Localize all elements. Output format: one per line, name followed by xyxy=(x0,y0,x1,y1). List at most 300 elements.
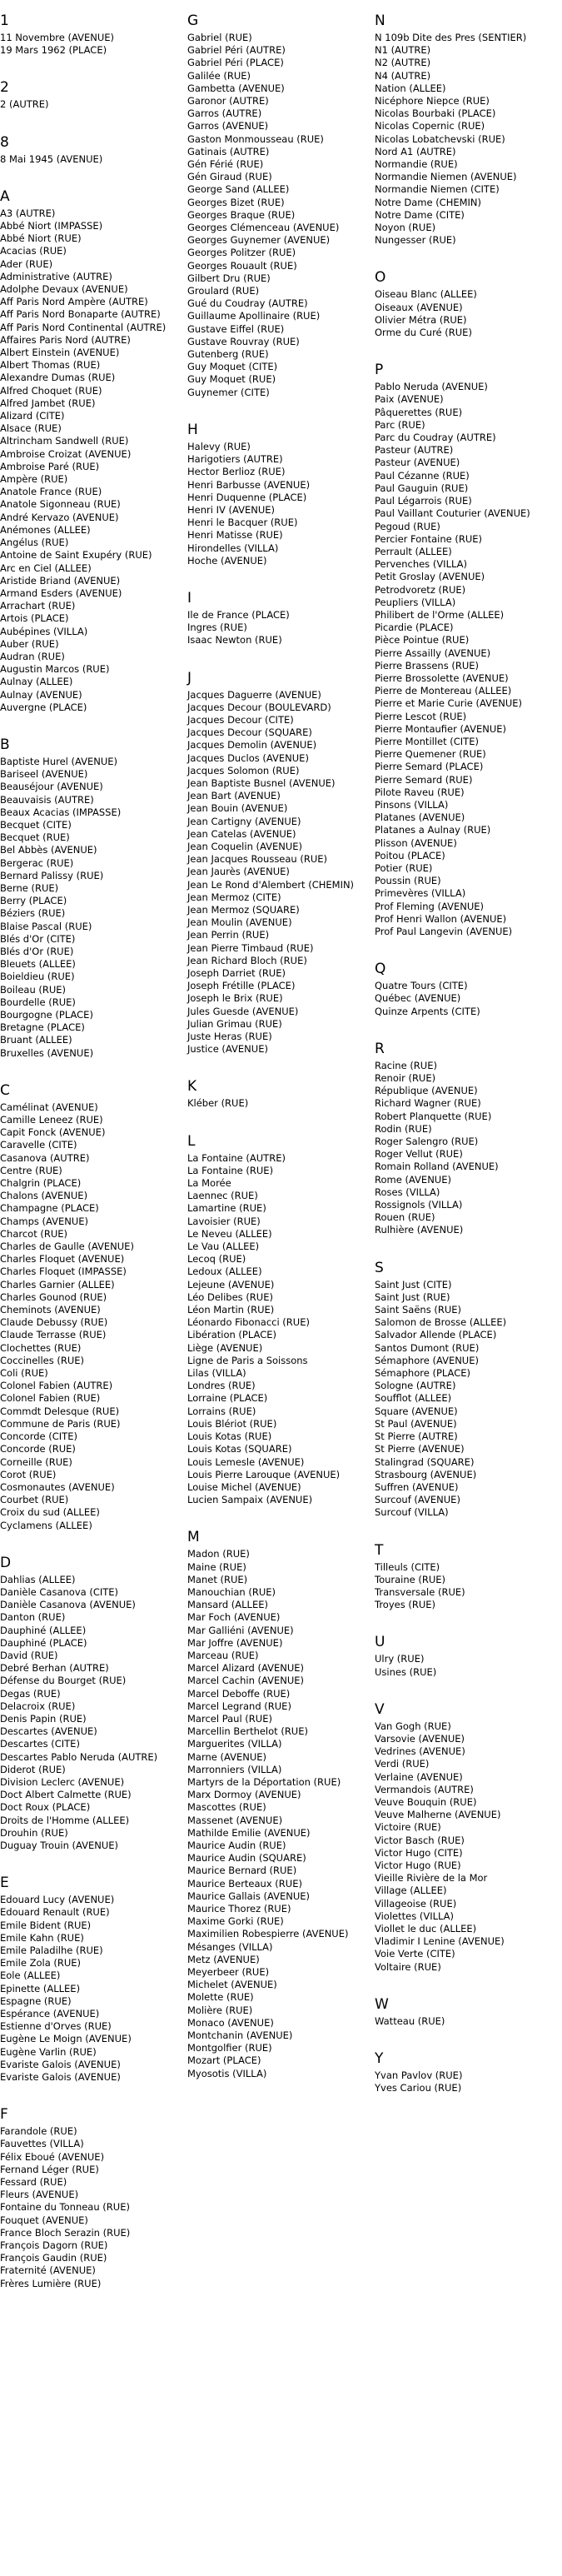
index-section xyxy=(375,1541,562,1612)
street-entry: Marcel Alizard (AVENUE) xyxy=(187,1662,305,1675)
street-entry: Rulhière (AVENUE) xyxy=(375,1224,464,1236)
street-entry: Libération (PLACE) xyxy=(187,1329,276,1341)
street-entry: 2 (AUTRE) xyxy=(0,98,49,111)
street-entry: Liège (AVENUE) xyxy=(187,1341,263,1354)
street-entry: N1 (AUTRE) xyxy=(375,44,431,57)
street-entry: Descartes (AVENUE) xyxy=(0,1725,97,1738)
street-entry: Noyon (RUE) xyxy=(375,222,436,234)
street-entry: Villageoise (RUE) xyxy=(375,1897,457,1910)
street-entry: Fraternité (AVENUE) xyxy=(0,2264,96,2277)
section-letter-heading: J xyxy=(187,669,192,686)
street-entry: A3 (AUTRE) xyxy=(0,207,56,219)
street-entry: Edouard Lucy (AVENUE) xyxy=(0,1894,115,1906)
street-entry: Charles de Gaulle (AVENUE) xyxy=(0,1241,134,1253)
street-entry: Pilote Raveu (RUE) xyxy=(375,786,465,798)
street-entry: Bernard Palissy (RUE) xyxy=(0,869,104,881)
street-entry: Galilée (RUE) xyxy=(187,69,251,82)
street-entry: Peupliers (VILLA) xyxy=(375,596,456,608)
street-entry: Pierre Semard (RUE) xyxy=(375,773,473,786)
street-entry: Aristide Briand (AVENUE) xyxy=(0,574,121,587)
street-entry: Charles Floquet (IMPASSE) xyxy=(0,1266,127,1278)
street-entry: Salomon de Brosse (ALLEE) xyxy=(375,1316,507,1329)
section-letter-heading: Y xyxy=(375,2050,384,2067)
street-entry: Gén Férié (RUE) xyxy=(187,158,264,171)
street-entry: Hector Berlioz (RUE) xyxy=(187,466,286,478)
street-entry: Le Neveu (ALLEE) xyxy=(187,1227,272,1240)
street-entry: Paul Gauguin (RUE) xyxy=(375,482,469,494)
street-entry: Marne (AVENUE) xyxy=(187,1750,267,1763)
street-entry: Georges Clémenceau (AVENUE) xyxy=(187,222,340,234)
section-letter-heading: O xyxy=(375,269,386,287)
street-entry: 11 Novembre (AVENUE) xyxy=(0,32,115,43)
street-entry: St Pierre (AUTRE) xyxy=(375,1430,458,1443)
street-entry: Garonor (AUTRE) xyxy=(187,95,269,107)
section-letter-heading: I xyxy=(187,589,192,607)
street-entry: Ader (RUE) xyxy=(0,257,53,270)
street-entry: Marcel Deboffe (RUE) xyxy=(187,1687,291,1700)
street-entry: Charles Garnier (ALLEE) xyxy=(0,1278,115,1290)
street-entry: Nicéphore Niepce (RUE) xyxy=(375,95,490,107)
street-entry: Pegoud (RUE) xyxy=(375,520,440,532)
street-entry: Concorde (RUE) xyxy=(0,1443,76,1455)
street-entry: Juste Heras (RUE) xyxy=(187,1031,272,1043)
street-entry: Maurice Audin (SQUARE) xyxy=(187,1852,306,1865)
street-entry: Ambroise Paré (RUE) xyxy=(0,460,100,472)
street-entry: Monaco (AVENUE) xyxy=(187,2016,274,2029)
street-entry: Guy Moquet (CITE) xyxy=(187,361,278,373)
street-entry: Nungesser (RUE) xyxy=(375,234,456,247)
street-entry: Marx Dormoy (AVENUE) xyxy=(187,1789,301,1801)
street-entry: Ampère (RUE) xyxy=(0,473,68,486)
street-entry: Petrodvoretz (RUE) xyxy=(375,583,466,596)
street-entry: Henri IV (AVENUE) xyxy=(187,503,276,516)
street-entry: Emile Paladilhe (RUE) xyxy=(0,1944,103,1956)
street-entry: Caravelle (CITE) xyxy=(0,1139,77,1151)
street-entry: Fernand Léger (RUE) xyxy=(0,2163,99,2175)
street-entry: Léon Martin (RUE) xyxy=(187,1304,275,1316)
street-entry: Boieldieu (RUE) xyxy=(0,971,75,983)
street-entry: Paul Vaillant Couturier (AVENUE) xyxy=(375,507,530,520)
street-entry: Maxime Gorki (RUE) xyxy=(187,1915,284,1928)
index-section xyxy=(0,187,179,714)
street-entry: Commune de Paris (RUE) xyxy=(0,1417,121,1430)
street-entry: Van Gogh (RUE) xyxy=(375,1720,451,1732)
index-section xyxy=(0,78,179,111)
section-letter-heading: Q xyxy=(375,961,386,978)
street-entry: Pièce Pointue (RUE) xyxy=(375,634,470,646)
street-entry: Henri Duquenne (PLACE) xyxy=(187,491,307,503)
street-entry: Vermandois (AUTRE) xyxy=(375,1783,474,1795)
street-entry: Mar Foch (AVENUE) xyxy=(187,1611,281,1624)
street-entry: David (RUE) xyxy=(0,1649,58,1661)
street-entry: Louise Michel (AVENUE) xyxy=(187,1480,301,1493)
street-entry: Angélus (RUE) xyxy=(0,537,69,549)
street-entry: Beaux Acacias (IMPASSE) xyxy=(0,806,122,818)
street-entry: Lavoisier (RUE) xyxy=(187,1215,261,1227)
street-entry: Orme du Curé (RUE) xyxy=(375,327,472,339)
street-entry: Gustave Eiffel (RUE) xyxy=(187,322,285,335)
street-entry: Laennec (RUE) xyxy=(187,1190,258,1202)
street-entry: Marcellin Berthelot (RUE) xyxy=(187,1725,308,1738)
street-entry: Coli (RUE) xyxy=(0,1367,48,1380)
index-section xyxy=(0,1081,179,1532)
street-entry: Nation (ALLEE) xyxy=(375,82,446,94)
street-entry: Veuve Bouquin (RUE) xyxy=(375,1795,477,1808)
street-entry: Mascottes (RUE) xyxy=(187,1801,266,1814)
street-entry: Joseph le Brix (RUE) xyxy=(187,992,283,1005)
street-entry: Louis Kotas (SQUARE) xyxy=(187,1443,292,1455)
street-entry: Notre Dame (CITE) xyxy=(375,208,465,221)
street-entry: Molière (RUE) xyxy=(187,2004,253,2016)
street-entry: Gué du Coudray (AUTRE) xyxy=(187,297,308,310)
section-letter-heading: R xyxy=(375,1040,385,1057)
street-entry: Marceau (RUE) xyxy=(187,1649,259,1661)
street-entry: Jacques Duclos (AVENUE) xyxy=(187,751,309,764)
index-section xyxy=(0,133,179,166)
street-entry: Platanes (AVENUE) xyxy=(375,811,465,824)
index-section xyxy=(187,669,366,1056)
street-entry: Fontaine du Tonneau (RUE) xyxy=(0,2201,130,2214)
street-entry: Léo Delibes (RUE) xyxy=(187,1290,273,1303)
street-entry: Capit Fonck (AVENUE) xyxy=(0,1126,106,1139)
street-entry: Rome (AVENUE) xyxy=(375,1173,451,1186)
street-entry: Louis Lemesle (AVENUE) xyxy=(187,1455,305,1468)
street-entry: Pierre Semard (PLACE) xyxy=(375,761,484,773)
street-entry: Yvan Pavlov (RUE) xyxy=(375,2069,463,2081)
street-entry: Bel Abbès (AVENUE) xyxy=(0,844,97,856)
street-entry: Manouchian (RUE) xyxy=(187,1585,276,1598)
street-entry: Affaires Paris Nord (AUTRE) xyxy=(0,333,131,346)
street-entry: Jean Bart (AVENUE) xyxy=(187,790,281,802)
street-entry: Marronniers (VILLA) xyxy=(187,1763,282,1775)
street-entry: Cyclamens (ALLEE) xyxy=(0,1519,92,1531)
street-entry: Denis Papin (RUE) xyxy=(0,1712,87,1725)
street-entry: Maurice Audin (RUE) xyxy=(187,1839,286,1851)
street-entry: Descartes Pablo Neruda (AUTRE) xyxy=(0,1750,158,1763)
street-entry: Bleuets (ALLEE) xyxy=(0,958,76,971)
street-entry: Saint Just (RUE) xyxy=(375,1290,450,1303)
street-entry: Albert Einstein (AVENUE) xyxy=(0,347,120,359)
street-entry: Montgolfier (RUE) xyxy=(187,2042,272,2054)
section-letter-heading: P xyxy=(375,362,384,379)
street-entry: Bourgogne (PLACE) xyxy=(0,1009,93,1021)
section-letter-heading: M xyxy=(187,1529,200,1546)
street-entry: Ingres (RUE) xyxy=(187,622,247,634)
street-entry: Eugène Le Moign (AVENUE) xyxy=(0,2033,132,2045)
street-entry: Eole (ALLEE) xyxy=(0,1969,61,1982)
street-entry: Corneille (RUE) xyxy=(0,1455,72,1468)
street-entry: Roses (VILLA) xyxy=(375,1186,440,1198)
street-entry: Beauséjour (AVENUE) xyxy=(0,781,103,793)
street-entry: Drouhin (RUE) xyxy=(0,1826,68,1839)
street-entry: Varsovie (AVENUE) xyxy=(375,1732,465,1745)
street-entry: Fessard (RUE) xyxy=(0,2176,67,2189)
street-entry: George Sand (ALLEE) xyxy=(187,183,290,196)
street-entry: Guillaume Apollinaire (RUE) xyxy=(187,310,321,322)
street-entry: Augustin Marcos (RUE) xyxy=(0,663,110,676)
street-entry: Pierre Montaufier (AVENUE) xyxy=(375,722,507,735)
street-entry: Frères Lumière (RUE) xyxy=(0,2277,102,2289)
street-entry: Parc (RUE) xyxy=(375,418,425,431)
street-entry: Potier (RUE) xyxy=(375,861,433,874)
street-entry: Village (ALLEE) xyxy=(375,1885,447,1897)
street-entry: Rossignols (VILLA) xyxy=(375,1199,463,1211)
street-entry: La Fontaine (AUTRE) xyxy=(187,1151,286,1164)
street-entry: Evariste Galois (AVENUE) xyxy=(0,2071,121,2084)
street-entry: La Fontaine (RUE) xyxy=(187,1164,274,1176)
street-entry: Becquet (RUE) xyxy=(0,831,70,844)
street-entry: Pierre Montillet (CITE) xyxy=(375,735,479,747)
street-entry: Courbet (RUE) xyxy=(0,1494,69,1506)
street-entry: Transversale (RUE) xyxy=(375,1585,465,1598)
street-entry: Gilbert Dru (RUE) xyxy=(187,272,271,284)
section-letter-heading: C xyxy=(0,1081,10,1099)
street-entry: Vladimir I Lenine (AVENUE) xyxy=(375,1935,505,1948)
street-entry: Doct Roux (PLACE) xyxy=(0,1801,91,1814)
street-entry: Jean Catelas (AVENUE) xyxy=(187,827,296,840)
street-entry: Léonardo Fibonacci (RUE) xyxy=(187,1316,310,1329)
street-entry: Félix Eboué (AVENUE) xyxy=(0,2150,105,2163)
street-entry: Pervenches (VILLA) xyxy=(375,558,468,571)
street-entry: Colonel Fabien (AUTRE) xyxy=(0,1380,113,1392)
street-entry: Normandie (RUE) xyxy=(375,158,458,171)
street-entry: Casanova (AUTRE) xyxy=(0,1151,90,1164)
index-section xyxy=(375,2049,562,2094)
street-entry: Chalons (AVENUE) xyxy=(0,1190,88,1202)
street-entry: Pierre Brassens (RUE) xyxy=(375,659,479,671)
street-entry: Arc en Ciel (ALLEE) xyxy=(0,562,92,574)
street-entry: Mar Joffre (AVENUE) xyxy=(187,1636,283,1649)
index-section xyxy=(375,361,562,938)
street-entry: Eugène Varlin (RUE) xyxy=(0,2045,97,2058)
street-entry: Garros (AVENUE) xyxy=(187,120,269,132)
street-entry: Ligne de Paris a Soissons xyxy=(187,1354,308,1366)
street-entry: Harigotiers (AUTRE) xyxy=(187,453,283,466)
street-entry: Square (AVENUE) xyxy=(375,1405,458,1417)
street-entry: Justice (AVENUE) xyxy=(187,1043,268,1056)
street-entry: Pierre et Marie Curie (AVENUE) xyxy=(375,697,523,710)
street-entry: Bergerac (RUE) xyxy=(0,856,74,869)
section-letter-heading: V xyxy=(375,1700,385,1718)
street-entry: Louis Pierre Larouque (AVENUE) xyxy=(187,1468,341,1480)
street-entry: Audran (RUE) xyxy=(0,650,65,662)
street-entry: Gaston Monmousseau (RUE) xyxy=(187,132,324,145)
street-entry: Jacques Decour (CITE) xyxy=(187,713,294,726)
index-section xyxy=(0,12,179,57)
street-entry: Claude Terrasse (RUE) xyxy=(0,1329,107,1341)
street-entry: André Kervazo (AVENUE) xyxy=(0,511,119,523)
street-entry: Lucien Sampaix (AVENUE) xyxy=(187,1494,313,1506)
street-entry: Pasteur (AVENUE) xyxy=(375,457,460,469)
street-entry: Salvador Allende (PLACE) xyxy=(375,1329,497,1341)
street-entry: Jean Jacques Rousseau (RUE) xyxy=(187,853,328,866)
street-entry: St Paul (AVENUE) xyxy=(375,1417,457,1430)
street-entry: Dahlias (ALLEE) xyxy=(0,1573,76,1585)
street-entry: Oiseau Blanc (ALLEE) xyxy=(375,288,477,301)
street-entry: Jean Baptiste Busnel (AVENUE) xyxy=(187,776,336,789)
street-entry: Vieille Rivière de la Mor xyxy=(375,1872,488,1885)
street-entry: Robert Planquette (RUE) xyxy=(375,1110,492,1122)
street-entry: Quatre Tours (CITE) xyxy=(375,980,468,992)
street-entry: Sémaphore (PLACE) xyxy=(375,1367,470,1380)
street-entry: Gatinais (AUTRE) xyxy=(187,145,270,157)
street-entry: Stalingrad (SQUARE) xyxy=(375,1455,475,1468)
street-entry: Rodin (RUE) xyxy=(375,1122,432,1135)
street-entry: Hoche (AVENUE) xyxy=(187,554,267,567)
street-entry: Descartes (CITE) xyxy=(0,1738,80,1750)
index-section xyxy=(375,1633,562,1678)
street-entry: Bruant (ALLEE) xyxy=(0,1034,72,1046)
street-entry: Debré Berhan (AUTRE) xyxy=(0,1662,109,1675)
street-entry: Espérance (AVENUE) xyxy=(0,2008,100,2020)
street-entry: Fleurs (AVENUE) xyxy=(0,2189,79,2201)
street-entry: Parc du Coudray (AUTRE) xyxy=(375,432,496,444)
index-section xyxy=(187,1132,366,1507)
street-entry: Louis Blériot (RUE) xyxy=(187,1417,277,1430)
street-entry: Percier Fontaine (RUE) xyxy=(375,532,482,545)
street-entry: N 109b Dite des Pres (SENTIER) xyxy=(375,32,527,43)
section-letter-heading: 8 xyxy=(0,133,9,151)
street-entry: Défense du Bourget (RUE) xyxy=(0,1675,127,1687)
street-entry: Halevy (RUE) xyxy=(187,440,251,452)
street-entry: François Gaudin (RUE) xyxy=(0,2252,107,2264)
index-section xyxy=(375,12,562,247)
street-entry: Renoir (RUE) xyxy=(375,1072,436,1085)
street-entry: Alfred Jambet (RUE) xyxy=(0,397,96,409)
street-entry: Edouard Renault (RUE) xyxy=(0,1906,110,1919)
street-entry: Chalgrin (PLACE) xyxy=(0,1177,82,1190)
street-entry: Henri Matisse (RUE) xyxy=(187,529,283,542)
street-entry: Jean Coquelin (AVENUE) xyxy=(187,840,303,852)
section-letter-heading: E xyxy=(0,1875,9,1892)
street-entry: Colonel Fabien (RUE) xyxy=(0,1392,101,1405)
street-entry: Bariseel (AVENUE) xyxy=(0,768,88,781)
street-entry: Duguay Trouin (AVENUE) xyxy=(0,1839,119,1851)
street-entry: Verlaine (AVENUE) xyxy=(375,1770,463,1783)
street-entry: Dauphiné (PLACE) xyxy=(0,1636,87,1649)
street-entry: Cheminots (AVENUE) xyxy=(0,1304,101,1316)
street-entry: Ambroise Croizat (AVENUE) xyxy=(0,447,132,460)
street-entry: Concorde (CITE) xyxy=(0,1430,77,1443)
street-entry: Guy Moquet (RUE) xyxy=(187,373,276,386)
index-section xyxy=(187,421,366,567)
street-entry: Lilas (VILLA) xyxy=(187,1367,246,1380)
street-entry: Dauphiné (ALLEE) xyxy=(0,1624,87,1636)
street-entry: Verdi (RUE) xyxy=(375,1758,430,1770)
section-letter-heading: H xyxy=(187,421,198,438)
street-entry: Aff Paris Nord Continental (AUTRE) xyxy=(0,321,167,333)
street-entry: Julian Grimau (RUE) xyxy=(187,1017,282,1030)
index-section xyxy=(375,960,562,1018)
section-letter-heading: S xyxy=(375,1259,384,1276)
street-entry: François Dagorn (RUE) xyxy=(0,2239,108,2252)
street-entry: Jean Perrin (RUE) xyxy=(187,929,270,941)
street-entry: Racine (RUE) xyxy=(375,1059,437,1071)
street-entry: Arrachart (RUE) xyxy=(0,600,76,612)
street-entry: Mésanges (VILLA) xyxy=(187,1940,273,1953)
street-entry: Molette (RUE) xyxy=(187,1991,254,2004)
street-entry: Aulnay (ALLEE) xyxy=(0,676,73,688)
street-entry: Marcel Cachin (AVENUE) xyxy=(187,1675,305,1687)
street-entry: Pinsons (VILLA) xyxy=(375,798,449,811)
street-entry: Olivier Métra (RUE) xyxy=(375,313,467,326)
street-entry: Lorrains (RUE) xyxy=(187,1405,256,1417)
street-entry: Marcel Legrand (RUE) xyxy=(187,1700,291,1712)
street-entry: Georges Bizet (RUE) xyxy=(187,196,285,208)
street-entry: Bourdelle (RUE) xyxy=(0,996,76,1008)
street-entry: 8 Mai 1945 (AVENUE) xyxy=(0,152,103,165)
street-entry: Lecoq (RUE) xyxy=(187,1253,246,1266)
index-section xyxy=(375,1700,562,1974)
street-entry: Québec (AVENUE) xyxy=(375,992,461,1005)
street-entry: Perrault (ALLEE) xyxy=(375,545,452,557)
street-entry: Victor Basch (RUE) xyxy=(375,1834,465,1846)
street-entry: Jean Jaurès (AVENUE) xyxy=(187,866,290,878)
street-entry: Armand Esders (AVENUE) xyxy=(0,587,122,599)
street-entry: Prof Fleming (AVENUE) xyxy=(375,900,484,912)
street-entry: Soufflot (ALLEE) xyxy=(375,1392,452,1405)
street-entry: Hirondelles (VILLA) xyxy=(187,542,279,554)
street-entry: Jean Mermoz (SQUARE) xyxy=(187,903,300,916)
street-entry: France Bloch Serazin (RUE) xyxy=(0,2226,131,2239)
street-entry: Normandie Niemen (AVENUE) xyxy=(375,171,517,183)
street-entry: Altrincham Sandwell (RUE) xyxy=(0,435,129,447)
street-entry: Champs (AVENUE) xyxy=(0,1215,89,1227)
street-entry: Victoire (RUE) xyxy=(375,1821,441,1834)
street-entry: Charles Floquet (AVENUE) xyxy=(0,1253,125,1266)
street-entry: Maurice Bernard (RUE) xyxy=(187,1865,297,1877)
street-entry: Garros (AUTRE) xyxy=(187,107,262,120)
street-entry: Victor Hugo (RUE) xyxy=(375,1859,461,1871)
street-entry: Plisson (AVENUE) xyxy=(375,836,457,849)
street-entry: Voie Verte (CITE) xyxy=(375,1948,455,1960)
street-entry: Jules Guesde (AVENUE) xyxy=(187,1005,299,1017)
street-entry: Massenet (AVENUE) xyxy=(187,1814,283,1826)
street-entry: Montchanin (AVENUE) xyxy=(187,2029,293,2042)
street-entry: Camille Leneez (RUE) xyxy=(0,1114,103,1126)
street-entry: N4 (AUTRE) xyxy=(375,69,431,82)
section-letter-heading: T xyxy=(375,1541,384,1559)
section-letter-heading: A xyxy=(0,187,10,205)
street-entry: Michelet (AVENUE) xyxy=(187,1979,277,1991)
street-entry: Blaise Pascal (RUE) xyxy=(0,920,92,932)
street-entry: Lamartine (RUE) xyxy=(187,1202,266,1215)
index-section xyxy=(187,1077,366,1110)
street-entry: Pasteur (AUTRE) xyxy=(375,444,454,457)
street-entry: Touraine (RUE) xyxy=(375,1573,446,1585)
street-entry: Metz (AVENUE) xyxy=(187,1953,260,1965)
street-entry: Manet (RUE) xyxy=(187,1573,248,1585)
street-entry: Strasbourg (AVENUE) xyxy=(375,1468,477,1480)
street-entry: Delacroix (RUE) xyxy=(0,1700,76,1712)
index-section xyxy=(375,1259,562,1520)
street-entry: Gabriel (RUE) xyxy=(187,32,252,43)
street-entry: Pierre Lescot (RUE) xyxy=(375,710,467,722)
street-entry: Martyrs de la Déportation (RUE) xyxy=(187,1775,341,1788)
street-entry: Vedrines (AVENUE) xyxy=(375,1745,465,1758)
index-section xyxy=(375,1040,562,1237)
street-entry: Gén Giraud (RUE) xyxy=(187,171,272,183)
street-entry: Jean Bouin (AVENUE) xyxy=(187,802,288,815)
street-entry: Santos Dumont (RUE) xyxy=(375,1341,480,1354)
street-entry: Commdt Delesque (RUE) xyxy=(0,1405,120,1417)
street-entry: Mansard (ALLEE) xyxy=(187,1599,268,1611)
street-entry: Georges Rouault (RUE) xyxy=(187,259,297,272)
street-entry: Jean Cartigny (AVENUE) xyxy=(187,815,301,827)
street-entry: Evariste Galois (AVENUE) xyxy=(0,2058,121,2070)
street-entry: Ile de France (PLACE) xyxy=(187,608,290,621)
street-entry: Jacques Decour (BOULEVARD) xyxy=(187,701,331,713)
